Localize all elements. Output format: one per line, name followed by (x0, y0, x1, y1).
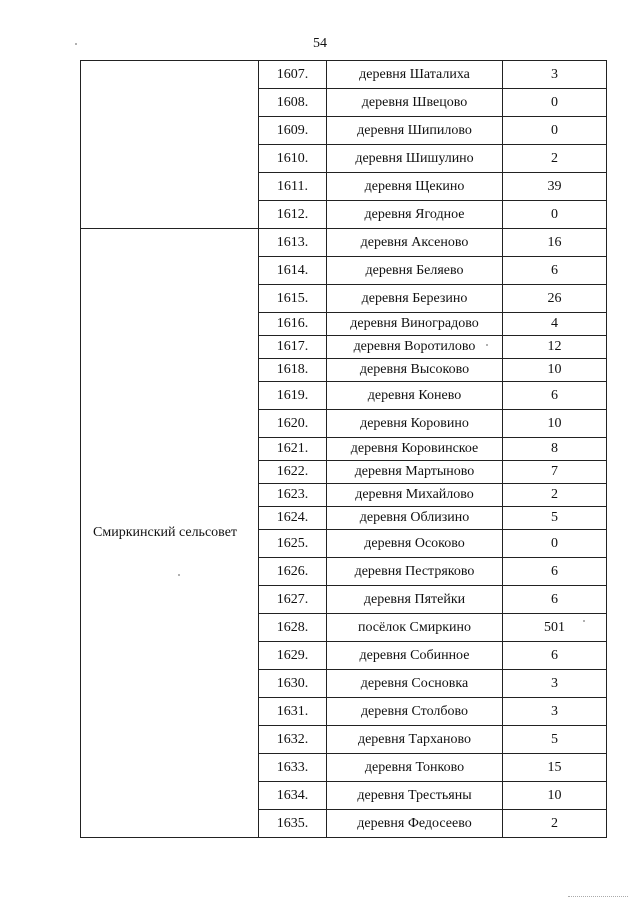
population-cell: 8 (503, 438, 607, 461)
table-row (81, 61, 607, 89)
population-cell: 501 (503, 614, 607, 642)
row-number-cell: 1619. (259, 382, 327, 410)
settlement-name-cell: посёлок Смиркино (327, 614, 503, 642)
settlement-name-cell: деревня Высоково (327, 359, 503, 382)
row-number-cell: 1630. (259, 670, 327, 698)
row-number-cell: 1613. (259, 229, 327, 257)
population-cell: 16 (503, 229, 607, 257)
population-cell: 0 (503, 201, 607, 229)
row-number-cell: 1627. (259, 586, 327, 614)
row-number-cell: 1624. (259, 507, 327, 530)
scan-speck (178, 574, 180, 576)
row-number-cell: 1622. (259, 461, 327, 484)
population-cell: 12 (503, 336, 607, 359)
population-cell: 3 (503, 670, 607, 698)
scan-speck (486, 344, 488, 346)
settlement-name-cell: деревня Березино (327, 285, 503, 313)
population-cell: 6 (503, 382, 607, 410)
row-number-cell: 1635. (259, 810, 327, 838)
row-number-cell: 1632. (259, 726, 327, 754)
row-number-cell: 1614. (259, 257, 327, 285)
settlement-name-cell: деревня Тонково (327, 754, 503, 782)
row-number-cell: 1610. (259, 145, 327, 173)
population-cell: 0 (503, 89, 607, 117)
population-cell: 26 (503, 285, 607, 313)
settlements-table-body (81, 61, 607, 838)
row-number-cell: 1617. (259, 336, 327, 359)
row-number-cell: 1612. (259, 201, 327, 229)
population-cell: 10 (503, 782, 607, 810)
settlement-name-cell: деревня Коровинское (327, 438, 503, 461)
population-cell: 10 (503, 359, 607, 382)
settlement-name-cell: деревня Коровино (327, 410, 503, 438)
table-row (81, 229, 607, 257)
population-cell: 6 (503, 257, 607, 285)
population-cell: 7 (503, 461, 607, 484)
settlement-name-cell: деревня Швецово (327, 89, 503, 117)
row-number-cell: 1621. (259, 438, 327, 461)
population-cell: 0 (503, 117, 607, 145)
settlement-name-cell: деревня Собинное (327, 642, 503, 670)
population-cell: 6 (503, 586, 607, 614)
settlement-name-cell: деревня Осоково (327, 530, 503, 558)
settlement-name-cell: деревня Федосеево (327, 810, 503, 838)
row-number-cell: 1623. (259, 484, 327, 507)
population-cell: 2 (503, 484, 607, 507)
row-number-cell: 1626. (259, 558, 327, 586)
settlement-name-cell: деревня Шипилово (327, 117, 503, 145)
population-cell: 4 (503, 313, 607, 336)
row-number-cell: 1611. (259, 173, 327, 201)
scan-speck (583, 620, 585, 622)
settlement-name-cell: деревня Аксеново (327, 229, 503, 257)
row-number-cell: 1618. (259, 359, 327, 382)
row-number-cell: 1609. (259, 117, 327, 145)
settlement-name-cell: деревня Шишулино (327, 145, 503, 173)
row-number-cell: 1625. (259, 530, 327, 558)
row-number-cell: 1634. (259, 782, 327, 810)
population-cell: 6 (503, 642, 607, 670)
settlement-name-cell: деревня Трестьяны (327, 782, 503, 810)
row-number-cell: 1620. (259, 410, 327, 438)
council-cell (81, 61, 259, 229)
row-number-cell: 1633. (259, 754, 327, 782)
row-number-cell: 1615. (259, 285, 327, 313)
row-number-cell: 1631. (259, 698, 327, 726)
row-number-cell: 1628. (259, 614, 327, 642)
population-cell: 10 (503, 410, 607, 438)
settlement-name-cell: деревня Тарханово (327, 726, 503, 754)
population-cell: 5 (503, 507, 607, 530)
settlement-name-cell: деревня Мартыново (327, 461, 503, 484)
council-cell: Смиркинский сельсовет (81, 229, 259, 838)
row-number-cell: 1616. (259, 313, 327, 336)
population-cell: 2 (503, 145, 607, 173)
settlement-name-cell: деревня Пятейки (327, 586, 503, 614)
settlement-name-cell: деревня Михайлово (327, 484, 503, 507)
settlement-name-cell: деревня Беляево (327, 257, 503, 285)
population-cell: 3 (503, 698, 607, 726)
population-cell: 2 (503, 810, 607, 838)
settlement-name-cell: деревня Ягодное (327, 201, 503, 229)
row-number-cell: 1607. (259, 61, 327, 89)
settlement-name-cell: деревня Облизино (327, 507, 503, 530)
settlements-table (80, 60, 607, 838)
settlement-name-cell: деревня Щекино (327, 173, 503, 201)
population-cell: 5 (503, 726, 607, 754)
settlement-name-cell: деревня Сосновка (327, 670, 503, 698)
scan-speck (75, 43, 77, 45)
scan-edge-mark (568, 896, 628, 897)
population-cell: 15 (503, 754, 607, 782)
population-cell: 3 (503, 61, 607, 89)
population-cell: 6 (503, 558, 607, 586)
population-cell: 39 (503, 173, 607, 201)
settlement-name-cell: деревня Виноградово (327, 313, 503, 336)
settlement-name-cell: деревня Пестряково (327, 558, 503, 586)
row-number-cell: 1629. (259, 642, 327, 670)
settlement-name-cell: деревня Столбово (327, 698, 503, 726)
page-number: 54 (313, 36, 327, 51)
row-number-cell: 1608. (259, 89, 327, 117)
settlement-name-cell: деревня Конево (327, 382, 503, 410)
settlement-name-cell: деревня Шаталиха (327, 61, 503, 89)
population-cell: 0 (503, 530, 607, 558)
settlement-name-cell: деревня Воротилово (327, 336, 503, 359)
